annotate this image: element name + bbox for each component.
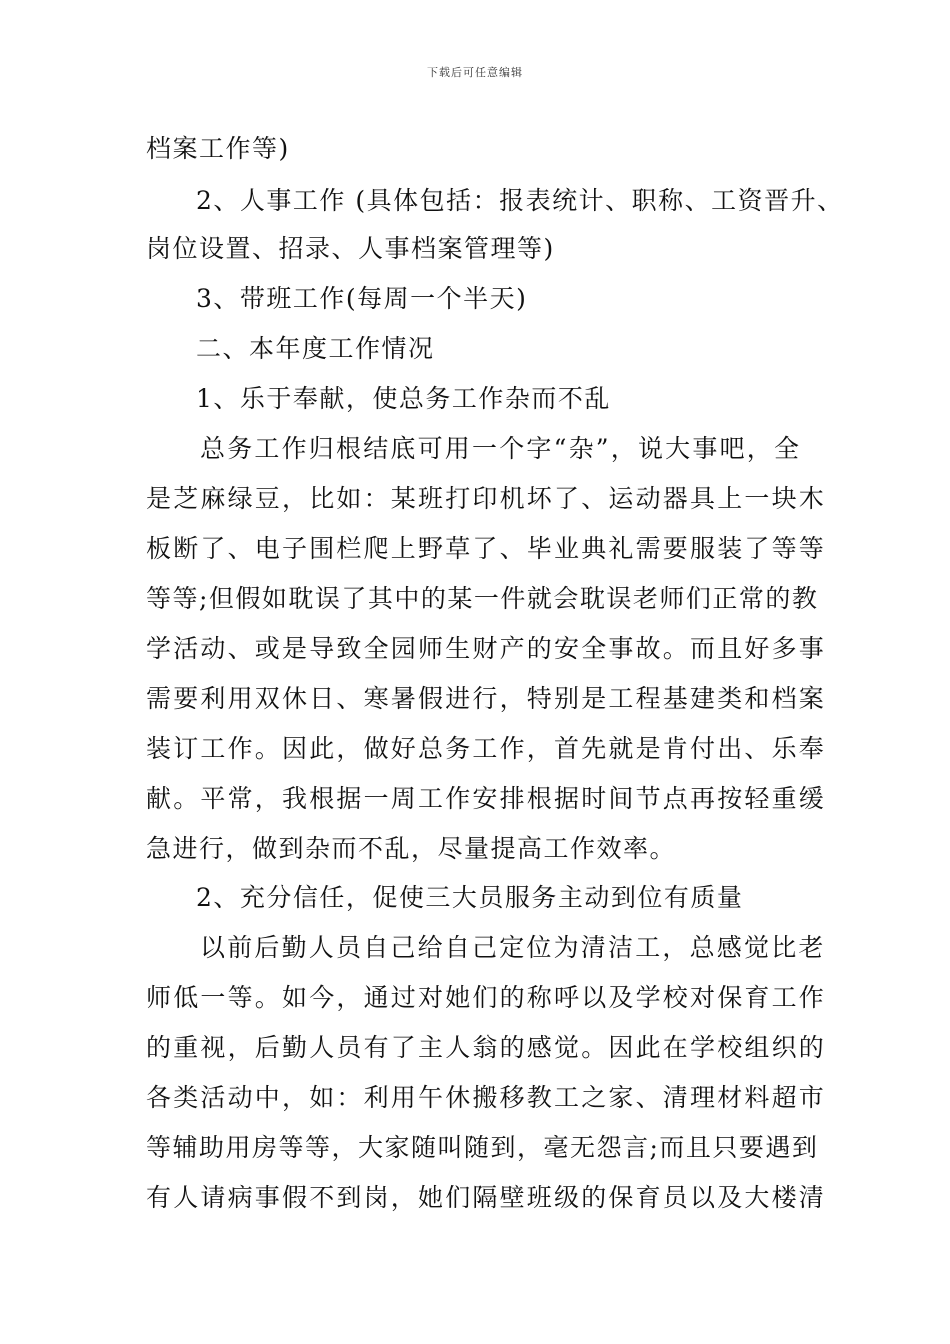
paragraph-line: 板断了、电子围栏爬上野草了、毕业典礼需要服装了等等 [146, 534, 827, 563]
paragraph-line: 以前后勤人员自己给自己定位为清洁工，总感觉比老 [200, 933, 826, 962]
section-heading: 二、本年度工作情况 [196, 334, 435, 363]
paragraph-line: 需要利用双休日、寒暑假进行，特别是工程基建类和档案 [146, 684, 827, 713]
paragraph-line: 等等;但假如耽误了其中的某一件就会耽误老师们正常的教 [146, 584, 819, 613]
paragraph-line: 急进行，做到杂而不乱，尽量提高工作效率。 [146, 834, 677, 863]
paragraph-line: 的重视，后勤人员有了主人翁的感觉。因此在学校组织的 [146, 1033, 827, 1062]
paragraph-line: 各类活动中，如：利用午休搬移教工之家、清理材料超市 [146, 1083, 827, 1112]
paragraph-line: 学活动、或是导致全园师生财产的安全事故。而且好多事 [146, 634, 827, 663]
paragraph-line: 等辅助用房等等，大家随叫随到，毫无怨言;而且只要遇到 [146, 1133, 819, 1162]
paragraph-line: 岗位设置、招录、人事档案管理等) [146, 234, 555, 263]
paragraph-line: 总务工作归根结底可用一个字“杂”，说大事吧，全 [200, 434, 802, 463]
paragraph-line: 2、人事工作 (具体包括：报表统计、职称、工资晋升、 [196, 186, 844, 215]
page-header: 下载后可任意编辑 [427, 66, 523, 79]
paragraph-line: 3、带班工作(每周一个半天) [196, 284, 528, 313]
paragraph-line: 师低一等。如今，通过对她们的称呼以及学校对保育工作 [146, 983, 827, 1012]
paragraph-line: 装订工作。因此，做好总务工作，首先就是肯付出、乐奉 [146, 734, 827, 763]
subsection-heading: 1、乐于奉献，使总务工作杂而不乱 [196, 384, 611, 413]
paragraph-line: 档案工作等) [146, 134, 290, 163]
paragraph-line: 有人请病事假不到岗，她们隔壁班级的保育员以及大楼清 [146, 1183, 827, 1212]
paragraph-line: 献。平常，我根据一周工作安排根据时间节点再按轻重缓 [146, 784, 827, 813]
paragraph-line: 是芝麻绿豆，比如：某班打印机坏了、运动器具上一块木 [146, 484, 827, 513]
subsection-heading: 2、充分信任，促使三大员服务主动到位有质量 [196, 883, 744, 912]
